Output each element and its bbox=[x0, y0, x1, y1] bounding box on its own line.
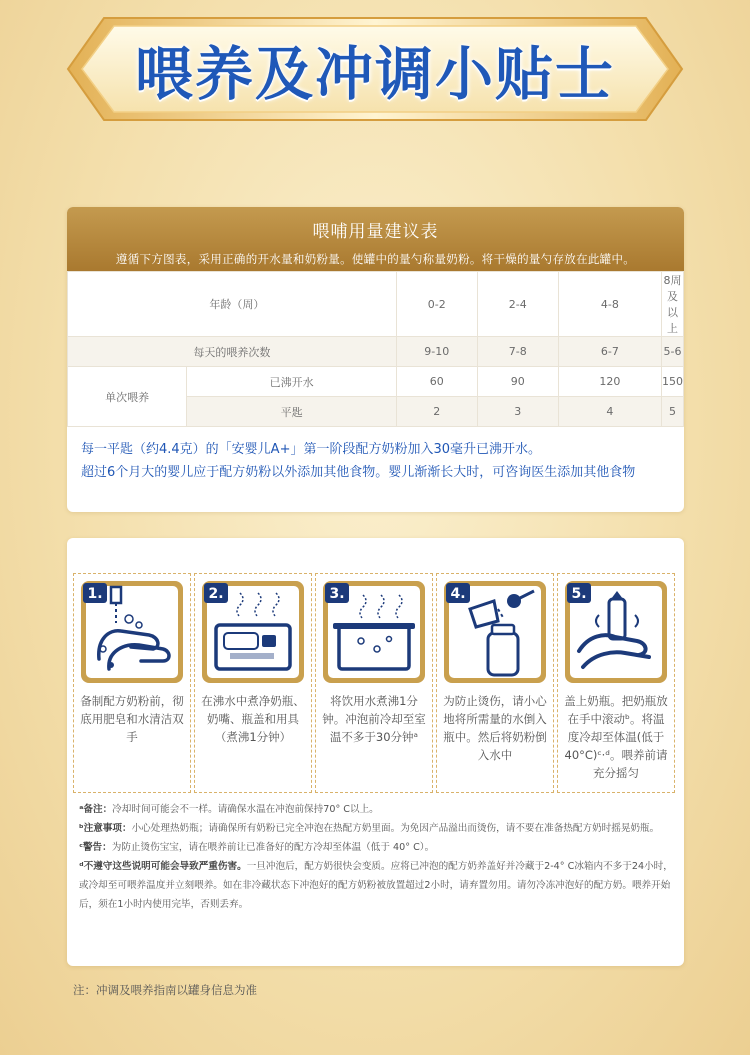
footnote-label: ᵇ注意事项： bbox=[79, 823, 132, 834]
table-cell: 5 bbox=[662, 397, 684, 427]
table-row bbox=[68, 367, 684, 397]
feeding-table bbox=[67, 271, 684, 427]
table-cell: 4 bbox=[558, 397, 661, 427]
step-text: 将饮用水煮沸1分钟。冲泡前冷却至室温不多于30分钟ᵃ bbox=[322, 694, 426, 744]
feeding-note-line: 每一平匙（约4.4克）的「安婴儿A+」第一阶段配方奶粉加入30毫升已沸开水。 bbox=[81, 442, 542, 457]
step-number: 4. bbox=[450, 586, 466, 602]
feeding-table-title: 喂哺用量建议表 bbox=[312, 222, 439, 242]
footnote-text: 冷却时间可能会不一样。请确保水温在冲泡前保持70° C以上。 bbox=[112, 804, 379, 815]
shake-bottle-icon bbox=[563, 579, 669, 685]
table-cell: 5-6 bbox=[662, 337, 684, 367]
title-banner bbox=[66, 14, 684, 124]
page-title: 喂养及冲调小贴士 bbox=[134, 40, 615, 108]
feeding-table-subtitle: 遵循下方图表，采用正确的开水量和奶粉量。使罐中的量勺称量奶粉。将干燥的量勺存放在此罐中。 bbox=[115, 252, 636, 266]
feeding-note-line: 超过6个月大的婴儿应于配方奶粉以外添加其他食物。婴儿渐渐长大时，可咨询医生添加其他食物 bbox=[81, 465, 636, 480]
table-cell: 2 bbox=[396, 397, 477, 427]
row-label-water: 已沸开水 bbox=[187, 367, 396, 397]
table-row bbox=[68, 337, 684, 367]
table-cell: 4-8 bbox=[558, 272, 661, 337]
footer-note: 注：冲调及喂养指南以罐身信息为准 bbox=[73, 983, 257, 997]
footnote-b bbox=[79, 819, 679, 838]
table-cell: 90 bbox=[477, 367, 558, 397]
step-text: 为防止烫伤，请小心地将所需量的水倒入瓶中。然后将奶粉倒入水中 bbox=[443, 694, 547, 762]
table-cell: 2-4 bbox=[477, 272, 558, 337]
step-number: 2. bbox=[208, 586, 224, 602]
footnote-label: ᵈ不遵守这些说明可能会导致严重伤害。 bbox=[79, 861, 247, 872]
step-card-3 bbox=[315, 573, 433, 793]
row-label-single: 单次喂养 bbox=[68, 367, 187, 427]
footnote-a bbox=[79, 800, 679, 819]
row-label-scoops: 平匙 bbox=[187, 397, 396, 427]
footnotes bbox=[79, 800, 679, 914]
table-cell: 9-10 bbox=[396, 337, 477, 367]
table-cell: 0-2 bbox=[396, 272, 477, 337]
table-cell: 60 bbox=[396, 367, 477, 397]
footnote-label: ᶜ警告： bbox=[79, 842, 112, 853]
footnote-d bbox=[79, 857, 679, 914]
step-card-2 bbox=[194, 573, 312, 793]
feeding-table-card bbox=[67, 207, 684, 512]
step-card-5 bbox=[557, 573, 675, 793]
row-label-age: 年龄（周） bbox=[68, 272, 397, 337]
table-cell: 7-8 bbox=[477, 337, 558, 367]
table-cell: 6-7 bbox=[558, 337, 661, 367]
table-cell: 150 bbox=[662, 367, 684, 397]
row-label-times: 每天的喂养次数 bbox=[68, 337, 397, 367]
step-text: 备制配方奶粉前，彻底用肥皂和水清洁双手 bbox=[80, 694, 184, 744]
footnote-label: ᵃ备注： bbox=[79, 804, 113, 815]
feeding-table-header bbox=[67, 207, 684, 271]
step-text: 盖上奶瓶。把奶瓶放在手中滚动ᵇ。将温度冷却至体温(低于40°C)ᶜ·ᵈ。喂养前请充分摇匀 bbox=[564, 694, 668, 780]
step-number: 3. bbox=[329, 586, 345, 602]
footnote-text: 小心处理热奶瓶；请确保所有奶粉已完全冲泡在热配方奶里面。为免因产品溢出而烫伤，请不要在准备热配方奶时摇晃奶瓶。 bbox=[131, 823, 660, 834]
boil-water-icon bbox=[321, 579, 427, 685]
table-cell: 120 bbox=[558, 367, 661, 397]
feeding-note bbox=[67, 427, 684, 484]
step-number: 1. bbox=[87, 586, 103, 602]
step-number: 5. bbox=[571, 586, 587, 602]
step-card-4 bbox=[436, 573, 554, 793]
table-cell: 3 bbox=[477, 397, 558, 427]
table-cell: 8周及以上 bbox=[662, 272, 684, 337]
footnote-text: 一旦冲泡后，配方奶很快会变质。应将已冲泡的配方奶养盖好并冷藏于2-4° C冰箱内不多于24小时，或冷却至可喂养温度并立刻喂养。如在非冷藏状态下冲泡好的配方奶粉被放置超过2小时，请弃置勿用。请勿冷冻冲泡好的配方奶。喂养开始后，须在1小时内使用完毕，否则丢弃。 bbox=[79, 861, 673, 910]
footnote-text: 为防止烫伤宝宝，请在喂养前让已准备好的配方冷却至体温（低于 40° C）。 bbox=[111, 842, 435, 853]
table-row bbox=[68, 272, 684, 337]
wash-hands-icon bbox=[79, 579, 185, 685]
preparation-card bbox=[67, 538, 684, 966]
step-card-1 bbox=[73, 573, 191, 793]
step-text: 在沸水中煮净奶瓶、奶嘴、瓶盖和用具（煮沸1分钟） bbox=[201, 694, 305, 744]
pour-water-icon bbox=[442, 579, 548, 685]
boil-bottles-icon bbox=[200, 579, 306, 685]
footnote-c bbox=[79, 838, 679, 857]
